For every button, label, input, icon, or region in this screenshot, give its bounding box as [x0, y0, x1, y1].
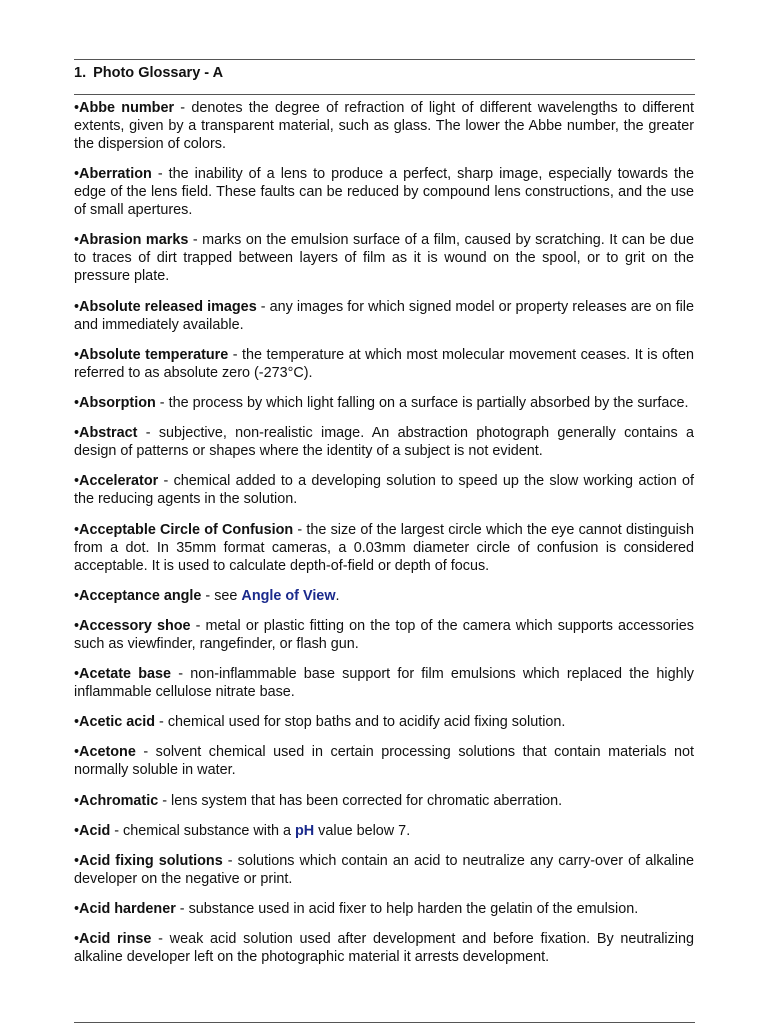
glossary-entry: [74, 394, 694, 412]
entry-definition: - solutions which contain an acid to neutralize any carry-over of alkaline developer on the negative or print.: [74, 853, 694, 887]
entry-definition: - substance used in acid fixer to help harden the gelatin of the emulsion.: [175, 901, 639, 918]
entry-definition: - see: [201, 587, 242, 604]
glossary-entry: [74, 852, 694, 888]
ph-link[interactable]: pH: [295, 822, 315, 839]
entry-definition: - the inability of a lens to produce a perfect, sharp image, especially towards the edge of the lens field. These faults can be reduced by compound lens constructions, and the use of small apertures.: [74, 166, 694, 219]
entry-definition: - chemical added to a developing solution to speed up the slow working action of the reducing agents in the solution.: [74, 473, 694, 508]
entry-definition: - any images for which signed model or property releases are on file and immediately available.: [74, 298, 695, 333]
entry-definition: - weak acid solution used after development and before fixation. By neutralizing alkaline developer left on the photographic material it arrests development.: [74, 931, 694, 966]
entry-term: Acetic acid: [79, 714, 156, 731]
bullet: •: [74, 822, 80, 839]
bullet: •: [74, 901, 80, 918]
bullet: •: [74, 792, 80, 809]
entry-term: Absolute released images: [79, 298, 257, 315]
entry-definition: - lens system that has been corrected for chromatic aberration.: [158, 792, 563, 809]
bullet: •: [74, 521, 80, 538]
entry-term: Acceptance angle: [79, 587, 202, 604]
entry-definition: - non-inflammable base support for film emulsions which replaced the highly inflammable cellulose nitrate base.: [74, 666, 694, 701]
top-rule: [74, 59, 695, 60]
entry-definition: - the temperature at which most molecular movement ceases. It is often referred to as absolute zero (-273°C).: [74, 346, 695, 381]
glossary-entry: [74, 713, 694, 731]
bullet: •: [74, 425, 80, 442]
glossary-entry: [74, 99, 694, 153]
entry-term: Acid rinse: [79, 931, 152, 948]
entry-term: Acetate base: [79, 666, 172, 683]
entry-definition: - solvent chemical used in certain processing solutions that contain materials not normally soluble in water.: [74, 744, 694, 779]
glossary-entry: [74, 587, 694, 605]
bullet: •: [74, 744, 80, 761]
glossary-list: [74, 99, 694, 979]
glossary-entry: [74, 665, 694, 701]
entry-definition: - chemical used for stop baths and to acidify acid fixing solution.: [155, 714, 566, 731]
entry-term: Absorption: [79, 394, 156, 411]
heading-number: 1.: [74, 65, 87, 81]
bullet: •: [74, 473, 80, 490]
bullet: •: [74, 394, 80, 411]
glossary-entry: [74, 346, 694, 382]
glossary-entry: [74, 472, 694, 508]
bullet: •: [74, 100, 80, 116]
entry-term: Aberration: [79, 166, 152, 183]
entry-definition-end: .: [335, 587, 340, 604]
bullet: •: [74, 666, 80, 683]
entry-term: Acid: [79, 822, 111, 839]
entry-term: Accelerator: [79, 473, 159, 490]
bullet: •: [74, 346, 80, 363]
entry-term: Abbe number: [79, 100, 175, 116]
entry-term: Accessory shoe: [79, 617, 191, 634]
bullet: •: [74, 298, 80, 315]
bullet: •: [74, 853, 80, 869]
entry-term: Abstract: [79, 425, 138, 442]
entry-term: Absolute temperature: [79, 346, 229, 363]
bullet: •: [74, 617, 80, 634]
entry-definition: - metal or plastic fitting on the top of the camera which supports accessories such as viewfinder, rangefinder, or flash gun.: [74, 617, 694, 652]
bullet: •: [74, 232, 80, 249]
entry-term: Acid hardener: [79, 901, 176, 918]
glossary-entry: [74, 822, 694, 840]
glossary-entry: [74, 165, 694, 219]
bullet: •: [74, 587, 80, 604]
glossary-entry: [74, 298, 694, 334]
entry-definition: - the size of the largest circle which the eye cannot distinguish from a dot. In 35mm format cameras, a 0.03mm diameter circle of confusion is considered acceptable. It is used to calculate depth-of-field or depth of focus.: [74, 521, 694, 574]
entry-term: Acid fixing solutions: [79, 853, 223, 869]
heading-rule: [74, 94, 695, 95]
bullet: •: [74, 166, 80, 183]
angle-of-view-link[interactable]: Angle of View: [241, 587, 336, 604]
glossary-entry: [74, 900, 694, 918]
entry-definition: - the process by which light falling on a surface is partially absorbed by the surface.: [155, 394, 689, 411]
glossary-entry: [74, 231, 694, 285]
heading-title: Photo Glossary - A: [93, 65, 224, 81]
entry-definition: - marks on the emulsion surface of a film, caused by scratching. It can be due to traces of dirt trapped between layers of film as it is wound on the spool, or to grit on the pressure plate.: [74, 232, 694, 285]
glossary-entry: [74, 617, 694, 653]
entry-term: Acetone: [79, 744, 136, 761]
entry-definition: - subjective, non-realistic image. An abstraction photograph generally contains a design of patterns or shapes where the identity of a subject is not evident.: [74, 425, 694, 460]
glossary-entry: [74, 792, 694, 810]
entry-definition: - chemical substance with a: [110, 822, 295, 839]
bullet: •: [74, 714, 80, 731]
page-heading: [74, 65, 223, 81]
glossary-entry: [74, 743, 694, 779]
bottom-rule: [74, 1022, 695, 1023]
entry-term: Abrasion marks: [79, 232, 189, 249]
glossary-entry: [74, 521, 694, 575]
entry-definition-end: value below 7.: [314, 822, 411, 839]
glossary-entry: [74, 930, 694, 966]
entry-term: Achromatic: [79, 792, 159, 809]
entry-term: Acceptable Circle of Confusion: [79, 521, 294, 538]
entry-definition: - denotes the degree of refraction of light of different wavelengths to different extents, given by a transparent material, such as glass. The lower the Abbe number, the greater the dispersion of colors.: [74, 100, 694, 152]
glossary-entry: [74, 424, 694, 460]
bullet: •: [74, 931, 80, 948]
